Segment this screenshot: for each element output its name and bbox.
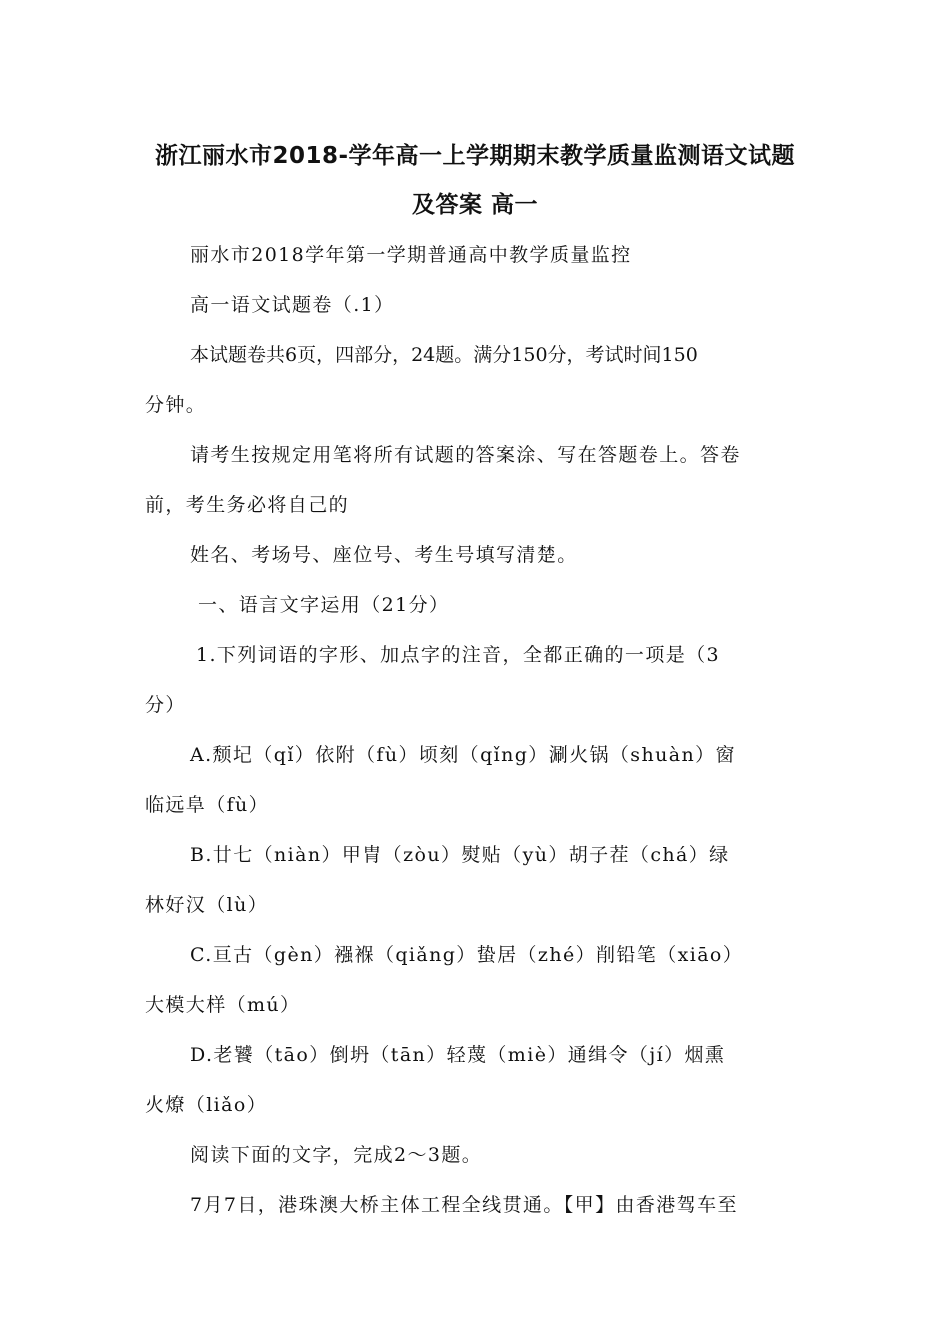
reading-passage-start: 7月7日，港珠澳大桥主体工程全线贯通。【甲】由香港驾车至 <box>190 1194 738 1216</box>
question-1-option-a: A.颓圮（qǐ）依附（fù）顷刻（qǐng）涮火锅（shuàn）窗 <box>190 744 736 766</box>
paragraph-exam-name: 高一语文试题卷（.1） <box>190 294 395 316</box>
question-1-option-a-cont: 临远阜（fù） <box>145 794 270 816</box>
question-1-option-d: D.老饕（tāo）倒坍（tān）轻蔑（miè）通缉令（jí）烟熏 <box>190 1044 726 1066</box>
question-1-option-b: B.廿七（niàn）甲胄（zòu）熨贴（yù）胡子茬（chá）绿 <box>190 844 730 866</box>
paragraph-institution: 丽水市2018学年第一学期普通高中教学质量监控 <box>190 244 632 266</box>
paragraph-exam-info <box>190 340 805 367</box>
exam-info-text: 本试题卷共6页，四部分，24题。满分150分，考试时间150 <box>190 344 698 366</box>
question-1-option-d-cont: 火燎（liǎo） <box>145 1094 268 1116</box>
document-title-line-2: 及答案 高一 <box>411 192 538 218</box>
reading-instruction: 阅读下面的文字，完成2～3题。 <box>190 1144 483 1166</box>
paragraph-instructions-end: 姓名、考场号、座位号、考生号填写清楚。 <box>190 544 578 566</box>
question-1-option-c: C.亘古（gèn）襁褓（qiǎng）蛰居（zhé）削铅笔（xiāo） <box>190 944 744 966</box>
question-1-option-c-cont: 大模大样（mú） <box>145 994 301 1016</box>
section-heading-1: 一、语言文字运用（21分） <box>198 594 450 616</box>
paragraph-instructions-cont: 前，考生务必将自己的 <box>145 494 350 516</box>
document-title-line-1: 浙江丽水市2018-学年高一上学期期末教学质量监测语文试题 <box>154 143 796 169</box>
paragraph-exam-info-cont: 分钟。 <box>145 394 207 416</box>
paragraph-instructions: 请考生按规定用笔将所有试题的答案涂、写在答题卷上。答卷 <box>190 444 741 466</box>
question-1-stem: 1.下列词语的字形、加点字的注音，全都正确的一项是（3 <box>196 644 721 666</box>
question-1-option-b-cont: 林好汉（lù） <box>145 894 269 916</box>
question-1-stem-cont: 分） <box>145 694 186 716</box>
